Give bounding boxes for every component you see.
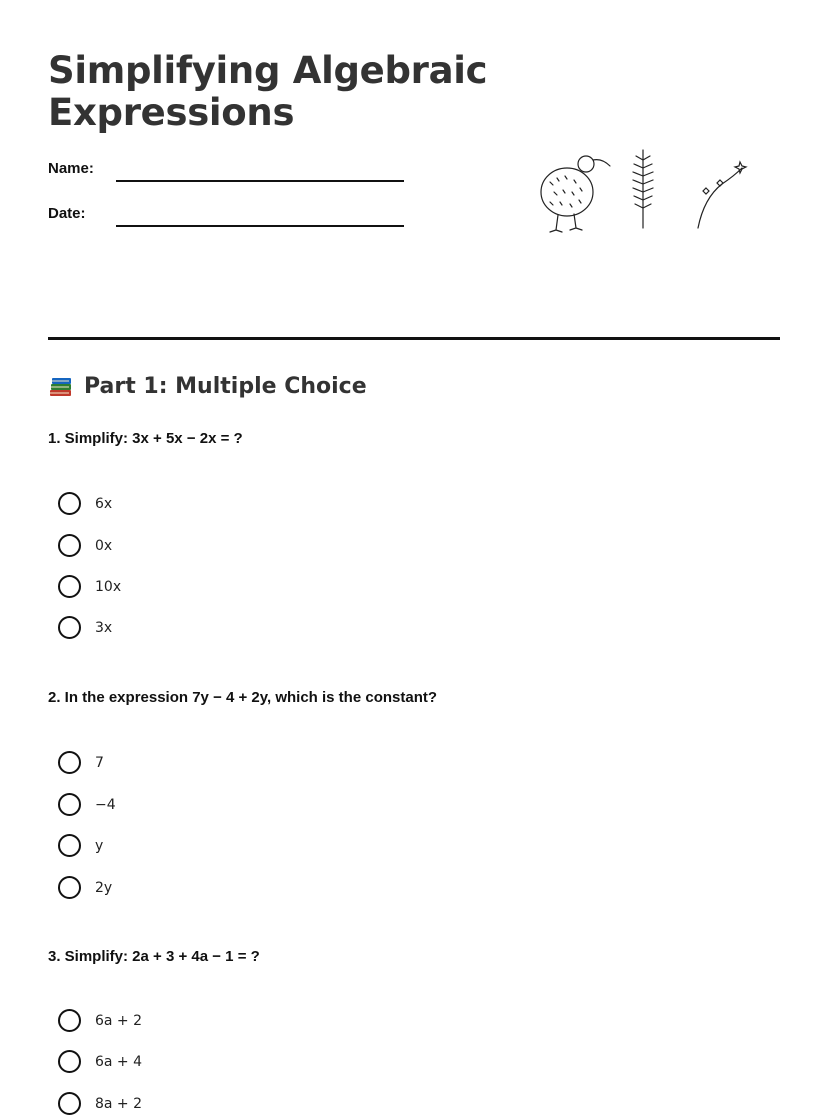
radio-button[interactable] — [58, 834, 81, 857]
section-divider — [48, 337, 780, 340]
option-label: 6a + 2 — [95, 1012, 143, 1029]
radio-button[interactable] — [58, 534, 81, 557]
name-label: Name: — [48, 160, 94, 177]
option-label: −4 — [95, 796, 116, 813]
radio-button[interactable] — [58, 575, 81, 598]
page-title: Simplifying Algebraic Expressions — [48, 49, 488, 134]
question-1: 1. Simplify: 3x + 5x − 2x = ? — [48, 430, 243, 447]
option-2a[interactable] — [58, 751, 104, 774]
kiwi-bird-icon — [541, 156, 610, 232]
radio-button[interactable] — [58, 793, 81, 816]
option-label: 10x — [95, 578, 122, 595]
radio-button[interactable] — [58, 492, 81, 515]
option-label: 0x — [95, 537, 113, 554]
option-1d[interactable] — [58, 616, 112, 639]
option-label: 3x — [95, 619, 113, 636]
question-2: 2. In the expression 7y − 4 + 2y, which is the constant? — [48, 689, 438, 706]
section-title: Part 1: Multiple Choice — [84, 373, 367, 399]
fern-icon — [633, 150, 653, 228]
option-label: y — [95, 837, 104, 854]
date-label: Date: — [48, 205, 86, 222]
name-field-line[interactable] — [116, 180, 404, 182]
radio-button[interactable] — [58, 1009, 81, 1032]
option-label: 7 — [95, 754, 104, 771]
radio-button[interactable] — [58, 751, 81, 774]
option-2d[interactable] — [58, 876, 112, 899]
option-label: 8a + 2 — [95, 1095, 143, 1112]
option-label: 6a + 4 — [95, 1053, 143, 1070]
date-field-line[interactable] — [116, 225, 404, 227]
option-2b[interactable] — [58, 793, 116, 816]
radio-button[interactable] — [58, 1092, 81, 1115]
books-icon — [48, 373, 74, 399]
option-3b[interactable] — [58, 1050, 142, 1073]
option-1c[interactable] — [58, 575, 121, 598]
radio-button[interactable] — [58, 616, 81, 639]
question-3: 3. Simplify: 2a + 3 + 4a − 1 = ? — [48, 948, 260, 965]
option-3a[interactable] — [58, 1009, 142, 1032]
option-label: 2y — [95, 879, 113, 896]
section-header — [48, 373, 367, 399]
southern-cross-icon — [698, 162, 746, 228]
option-1a[interactable] — [58, 492, 112, 515]
radio-button[interactable] — [58, 876, 81, 899]
nature-illustration — [530, 140, 760, 240]
option-3c[interactable] — [58, 1092, 142, 1115]
radio-button[interactable] — [58, 1050, 81, 1073]
option-1b[interactable] — [58, 534, 112, 557]
option-label: 6x — [95, 495, 113, 512]
option-2c[interactable] — [58, 834, 103, 857]
